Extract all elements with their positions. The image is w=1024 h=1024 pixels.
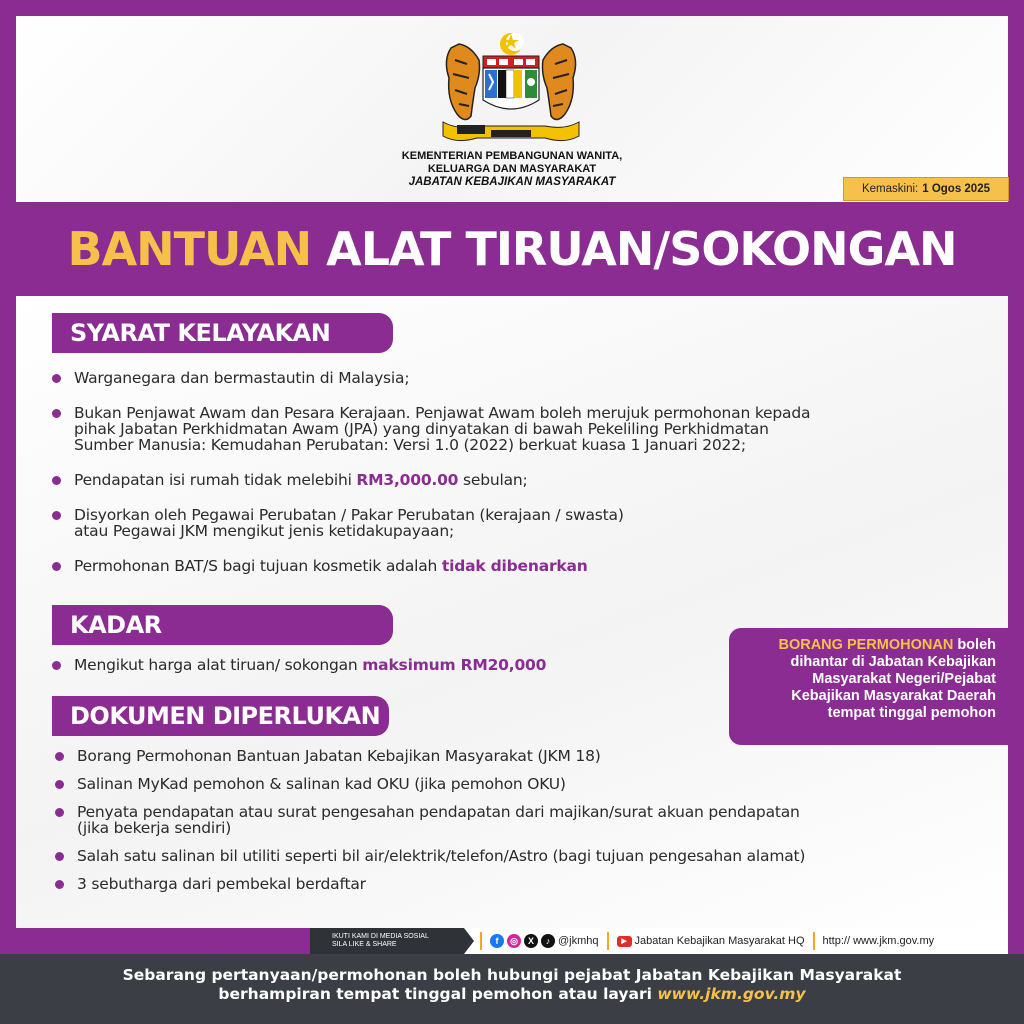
rate-list — [52, 657, 712, 673]
bullet-icon — [55, 852, 64, 861]
social-handle[interactable]: @jkmhq — [558, 935, 599, 947]
x-icon[interactable]: X — [524, 934, 538, 948]
list-item: Penyata pendapatan atau surat pengesahan pendapatan dari majikan/surat akuan pendapatan (jika bekerja sendiri) — [55, 804, 975, 836]
footer-line-1: Sebarang pertanyaan/permohonan boleh hubungi pejabat Jabatan Kebajikan Masyarakat — [122, 966, 902, 984]
income-limit: RM3,000.00 — [356, 471, 459, 489]
bullet-icon — [52, 661, 61, 670]
title-part-2: ALAT TIRUAN/SOKONGAN — [326, 222, 957, 276]
bullet-icon — [52, 476, 61, 485]
eligibility-heading — [52, 313, 393, 353]
website-link[interactable]: http:// www.jkm.gov.my — [822, 935, 935, 947]
malaysia-coat-of-arms-logo — [437, 30, 585, 148]
documents-list — [55, 748, 975, 892]
max-amount: maksimum RM20,000 — [362, 656, 547, 674]
rate-heading — [52, 605, 393, 645]
bullet-icon — [55, 780, 64, 789]
eligibility-list — [52, 370, 972, 574]
department-name: JABATAN KEBAJIKAN MASYARAKAT — [408, 176, 616, 188]
social-media-bar — [310, 928, 1008, 954]
list-item: Pendapatan isi rumah tidak melebihi RM3,000.00 sebulan; — [52, 472, 972, 488]
divider — [480, 932, 482, 950]
update-label: Kemaskini: — [861, 183, 919, 195]
footer-website-link[interactable]: www.jkm.gov.my — [657, 985, 806, 1003]
list-item: Permohonan BAT/S bagi tujuan kosmetik adalah tidak dibenarkan — [52, 558, 972, 574]
bullet-icon — [52, 409, 61, 418]
form-note-highlight: BORANG PERMOHONAN — [778, 637, 954, 653]
follow-us-label: IKUTI KAMI DI MEDIA SOSIAL SILA LIKE & SHARE — [310, 928, 464, 954]
bullet-icon — [55, 808, 64, 817]
youtube-icon[interactable]: ▶ — [617, 936, 632, 947]
application-form-note: BORANG PERMOHONAN boleh dihantar di Jabatan Kebajikan Masyarakat Negeri/Pejabat Kebajikan Masyarakat Daerah tempat tinggal pemohon — [729, 628, 1008, 745]
bullet-icon — [52, 511, 61, 520]
documents-heading — [52, 696, 389, 736]
bullet-icon — [52, 374, 61, 383]
divider — [607, 932, 609, 950]
footer — [0, 954, 1024, 1024]
instagram-icon[interactable]: ◎ — [507, 934, 521, 948]
list-item: Warganegara dan bermastautin di Malaysia; — [52, 370, 972, 386]
list-item: 3 sebutharga dari pembekal berdaftar — [55, 876, 975, 892]
bullet-icon — [55, 880, 64, 889]
not-allowed-text: tidak dibenarkan — [441, 557, 588, 575]
update-date-badge — [843, 177, 1009, 201]
divider — [813, 932, 815, 950]
list-item: Bukan Penjawat Awam dan Pesara Kerajaan. Penjawat Awam boleh merujuk permohonan kepada pihak Jabatan Perkhidmatan Awam (JPA) yang dinyatakan di bawah Pekeliling Perkhidmatan Sumber Manusia: Kemudahan Perubatan: Versi 1.0 (2022) berkuat kuasa 1 Januari 2022; — [52, 405, 972, 453]
list-item: Disyorkan oleh Pegawai Perubatan / Pakar Perubatan (kerajaan / swasta) atau Pegawai JKM mengikut jenis ketidakupayaan; — [52, 507, 972, 539]
documents-heading-text: DOKUMEN DIPERLUKAN — [70, 702, 381, 730]
facebook-icon[interactable]: f — [490, 934, 504, 948]
list-item: Mengikut harga alat tiruan/ sokongan maksimum RM20,000 — [52, 657, 712, 673]
update-date: 1 Ogos 2025 — [922, 183, 990, 195]
tiktok-icon[interactable]: ♪ — [541, 934, 555, 948]
list-item: Borang Permohonan Bantuan Jabatan Kebajikan Masyarakat (JKM 18) — [55, 748, 975, 764]
youtube-channel[interactable]: Jabatan Kebajikan Masyarakat HQ — [634, 935, 805, 947]
list-item: Salah satu salinan bil utiliti seperti bil air/elektrik/telefon/Astro (bagi tujuan pengesahan alamat) — [55, 848, 975, 864]
ministry-line-2: KELUARGA DAN MASYARAKAT — [427, 163, 597, 175]
eligibility-heading-text: SYARAT KELAYAKAN — [70, 319, 331, 347]
title-part-1: BANTUAN — [67, 222, 312, 276]
rate-heading-text: KADAR — [70, 611, 162, 639]
bullet-icon — [52, 562, 61, 571]
ministry-line-1: KEMENTERIAN PEMBANGUNAN WANITA, — [401, 150, 623, 162]
bullet-icon — [55, 752, 64, 761]
footer-line-2: berhampiran tempat tinggal pemohon atau layari — [218, 985, 658, 1003]
list-item: Salinan MyKad pemohon & salinan kad OKU (jika pemohon OKU) — [55, 776, 975, 792]
